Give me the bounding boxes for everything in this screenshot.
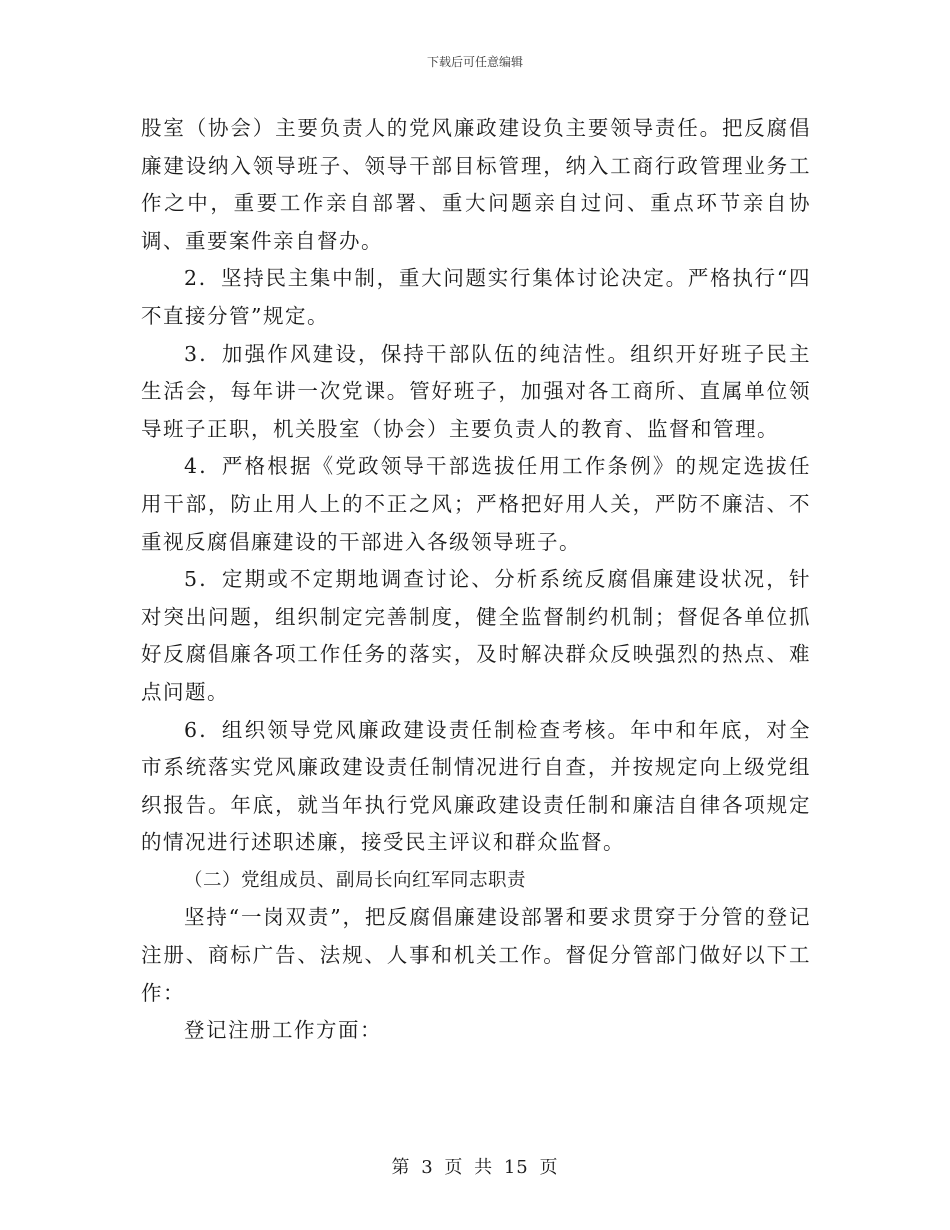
page-footer: 第 3 页 共 15 页 — [391, 1157, 559, 1178]
paragraph-item-4: 4．严格根据《党政领导干部选拔任用工作条例》的规定选拔任用干部，防止用人上的不正之风；严格把好用人关，严防不廉洁、不重视反腐倡廉建设的干部进入各级领导班子。 — [141, 454, 811, 554]
page-header: 下载后可任意编辑 — [426, 55, 523, 69]
paragraph-item-2: 2．坚持民主集中制，重大问题实行集体讨论决定。严格执行“四不直接分管”规定。 — [141, 266, 811, 328]
paragraph-item-5: 5．定期或不定期地调查讨论、分析系统反腐倡廉建设状况，针对突出问题，组织制定完善制度，健全监督制约机制；督促各单位抓好反腐倡廉各项工作任务的落实，及时解决群众反映强烈的热点、难点问题。 — [141, 567, 811, 704]
paragraph-item-6: 6．组织领导党风廉政建设责任制检查考核。年中和年底，对全市系统落实党风廉政建设责任制情况进行自查，并按规定向上级党组织报告。年底，就当年执行党风廉政建设责任制和廉洁自律各项规定的情况进行述职述廉，接受民主评议和群众监督。 — [141, 717, 811, 855]
paragraph-registration: 登记注册工作方面： — [184, 1018, 382, 1043]
document-body — [141, 110, 811, 1050]
paragraph-continuation: 股室（协会）主要负责人的党风廉政建设负主要领导责任。把反腐倡廉建设纳入领导班子、领导干部目标管理，纳入工商行政管理业务工作之中，重要工作亲自部署、重大问题亲自过问、重点环节亲自协调、重要案件亲自督办。 — [141, 116, 811, 253]
paragraph-item-3: 3．加强作风建设，保持干部队伍的纯洁性。组织开好班子民主生活会，每年讲一次党课。管好班子，加强对各工商所、直属单位领导班子正职，机关股室（协会）主要负责人的教育、监督和管理。 — [141, 341, 811, 441]
section-subheading: （二）党组成员、副局长向红军同志职责 — [184, 869, 527, 891]
paragraph-duties: 坚持“一岗双责”，把反腐倡廉建设部署和要求贯穿于分管的登记注册、商标广告、法规、人事和机关工作。督促分管部门做好以下工作： — [141, 905, 811, 1005]
